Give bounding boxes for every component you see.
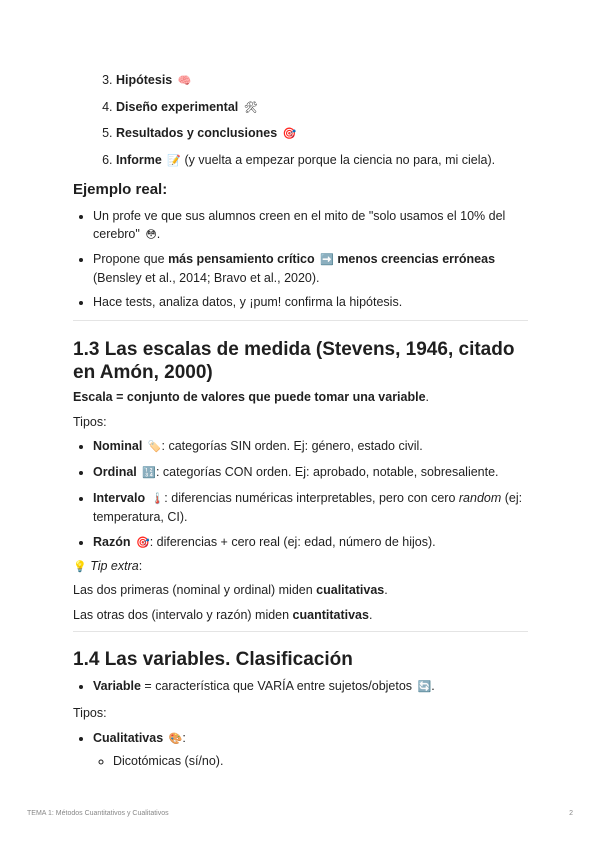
list-item bbox=[116, 72, 556, 89]
scale-description: : categorías CON orden. Ej: aprobado, notable, sobresaliente. bbox=[155, 465, 499, 479]
list-item bbox=[93, 489, 533, 526]
punctuation: . bbox=[431, 679, 435, 693]
list-item bbox=[116, 152, 556, 169]
bold-text: Variable bbox=[93, 679, 141, 693]
step-title: Informe bbox=[116, 152, 162, 167]
step-title: Resultados y conclusiones bbox=[116, 126, 278, 140]
punctuation: . bbox=[384, 583, 388, 597]
scale-name: Nominal bbox=[93, 439, 143, 453]
list-item bbox=[93, 533, 533, 552]
page-number: 2 bbox=[569, 810, 573, 817]
section-heading-variables: 1.4 Las variables. Clasificación bbox=[73, 649, 353, 670]
example-text: Propone que bbox=[93, 252, 169, 266]
list-item bbox=[93, 437, 533, 456]
punctuation: . bbox=[156, 227, 161, 241]
list-item bbox=[93, 250, 533, 287]
scale-description: (ej: temperatura, CI). bbox=[93, 491, 523, 524]
example-heading: Ejemplo real: bbox=[73, 181, 168, 198]
example-text: Hace tests, analiza datos, y ¡pum! confirma la hipótesis. bbox=[93, 295, 403, 309]
scale-definition bbox=[73, 388, 528, 406]
cycle-arrows-icon: 🔄 bbox=[417, 681, 432, 693]
italic-text: random bbox=[458, 491, 502, 505]
flushed-face-icon: 😳 bbox=[145, 229, 157, 241]
types-label: Tipos: bbox=[73, 415, 107, 429]
thermometer-icon: 🌡️ bbox=[150, 493, 165, 505]
scales-list bbox=[73, 437, 533, 559]
punctuation: : bbox=[182, 731, 186, 745]
numbers-icon: 🔢 bbox=[142, 467, 156, 479]
definition-text: = característica que VARÍA entre sujetos/objetos bbox=[140, 679, 413, 693]
list-item bbox=[93, 729, 533, 770]
variable-types-list bbox=[73, 729, 533, 776]
brain-icon: 🧠 bbox=[177, 75, 192, 87]
bold-text: más pensamiento crítico bbox=[168, 252, 315, 266]
punctuation: . bbox=[425, 390, 430, 404]
scale-name: Intervalo bbox=[93, 491, 146, 505]
summary-line-2 bbox=[73, 606, 528, 624]
scale-description: : categorías SIN orden. Ej: género, estado civil. bbox=[161, 439, 423, 453]
method-steps-list bbox=[98, 72, 556, 178]
step-text: (y vuelta a empezar porque la ciencia no para, mi ciela). bbox=[181, 152, 496, 167]
summary-text: Las dos primeras (nominal y ordinal) miden bbox=[73, 583, 317, 597]
citation: (Bensley et al., 2014; Bravo et al., 2020). bbox=[93, 271, 320, 285]
step-title: Diseño experimental bbox=[116, 99, 239, 114]
punctuation: . bbox=[368, 608, 373, 622]
divider bbox=[73, 631, 528, 632]
bold-text: cualitativas bbox=[316, 583, 385, 597]
right-arrow-icon: ➡️ bbox=[320, 254, 334, 266]
bold-text: Cualitativas bbox=[93, 731, 164, 745]
tools-icon: 🛠 bbox=[243, 101, 258, 114]
target-icon: 🎯 bbox=[282, 128, 297, 140]
scale-name: Razón bbox=[93, 535, 131, 549]
variable-definition-list bbox=[73, 677, 533, 702]
punctuation: : bbox=[138, 559, 143, 573]
bold-text: menos creencias erróneas bbox=[337, 252, 496, 266]
section-heading-scales: 1.3 Las escalas de medida (Stevens, 1946, citado en Amón, 2000) bbox=[73, 339, 515, 383]
list-item bbox=[93, 677, 533, 696]
light-bulb-icon: 💡 bbox=[73, 561, 87, 573]
scale-description: : diferencias numéricas interpretables, pero con cero bbox=[164, 491, 459, 505]
qualitative-subtypes-list bbox=[93, 752, 533, 770]
list-item bbox=[93, 463, 533, 482]
bold-text: cuantitativas bbox=[292, 608, 369, 622]
list-item bbox=[93, 293, 533, 311]
summary-line-1 bbox=[73, 581, 528, 599]
tip-label: Tip extra bbox=[90, 559, 139, 573]
list-item: ◦ Dicotómicas (sí/no). bbox=[113, 752, 533, 770]
step-title: Hipótesis bbox=[116, 73, 173, 87]
target-icon: 🎯 bbox=[135, 537, 150, 549]
memo-icon: 📝 bbox=[167, 154, 182, 167]
scale-name: Ordinal bbox=[93, 465, 137, 479]
page-footer bbox=[27, 810, 573, 817]
list-item bbox=[93, 207, 533, 244]
bold-text: Escala = conjunto de valores que puede tomar una variable bbox=[73, 390, 426, 404]
list-item bbox=[116, 125, 556, 142]
footer-title: TEMA 1: Métodos Cuantitativos y Cualitativos bbox=[27, 810, 169, 817]
palette-icon: 🎨 bbox=[168, 733, 183, 745]
example-text: Un profe ve que sus alumnos creen en el mito de "solo usamos el 10% del cerebro" bbox=[93, 209, 506, 241]
list-item bbox=[116, 99, 556, 116]
scale-description: : diferencias + cero real (ej: edad, número de hijos). bbox=[149, 535, 436, 549]
summary-text: Las otras dos (intervalo y razón) miden bbox=[73, 608, 293, 622]
types-label: Tipos: bbox=[73, 706, 107, 720]
tip-line bbox=[73, 557, 528, 576]
divider bbox=[73, 320, 528, 321]
example-list bbox=[73, 207, 533, 317]
label-tag-icon: 🏷️ bbox=[147, 441, 162, 453]
